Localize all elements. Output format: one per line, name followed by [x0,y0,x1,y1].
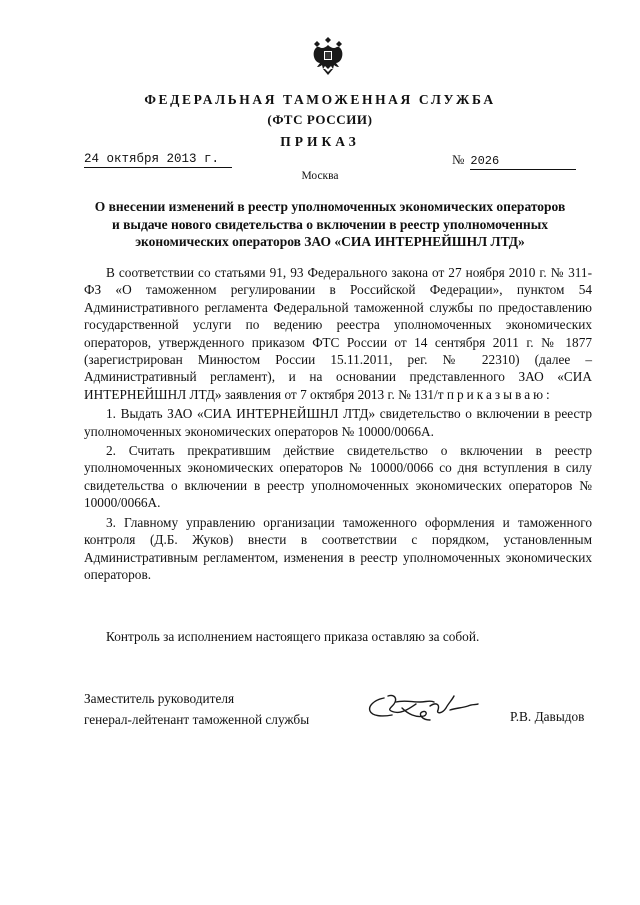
order-title [70,198,590,251]
title-line: О внесении изменений в реестр уполномоченных экономических операторов [94,199,566,214]
city: Москва [301,170,339,182]
agency-abbreviation: (ФТС РОССИИ) [267,112,373,127]
order-number-label: № [452,152,465,167]
title-line: экономических операторов ЗАО «СИА ИНТЕРНЕЙШНЛ ЛТД» [135,234,525,249]
preamble-text: В соответствии со статьями 91, 93 Федерального закона от 27 ноября 2010 г. № 311-ФЗ «О таможенном регулировании в Российской Федерации», пунктом 54 Административного регламента Федеральной таможенной службы по предоставлению государственной услуги по ведению реестра уполномоченных экономических операторов, утвержденного приказом ФТС России от 14 сентября 2011 г. № 1877 (зарегистрирован Минюстом России 15.11.2011, рег. № 22310) (далее – Административный регламент), и на основании представленного ЗАО «СИА ИНТЕРНЕЙШНЛ ЛТД» заявления от 7 октября 2013 г. № 131/т [84,265,592,402]
order-number-field [452,152,585,170]
preamble-paragraph [84,264,592,403]
title-line: и выдаче нового свидетельства о включении в реестр уполномоченных [111,216,548,232]
order-item-1: 1. Выдать ЗАО «СИА ИНТЕРНЕЙШНЛ ЛТД» свидетельство о включении в реестр уполномоченных экономических операторов № 10000/0066А. [84,406,592,439]
order-body [84,264,592,583]
position-line: генерал-лейтенант таможенной службы [84,712,310,727]
document-type: ПРИКАЗ [280,134,360,149]
control-statement: Контроль за исполнением настоящего приказа оставляю за собой. [106,629,480,644]
order-number: 2026 [470,154,576,170]
russian-double-headed-eagle-emblem-icon [308,35,348,79]
signatory-position [84,688,309,730]
agency-name: ФЕДЕРАЛЬНАЯ ТАМОЖЕННАЯ СЛУЖБА [144,92,496,107]
signatory-name: Р.В. Давыдов [510,709,585,724]
order-word: приказываю: [446,386,553,402]
order-date: 24 октября 2013 г. [84,152,232,168]
order-item-2: 2. Считать прекратившим действие свидетельство о включении в реестр уполномоченных экономических операторов № 10000/0066 со дня вступления в силу свидетельства о включении в реестр уполномоченных экономических операторов № 10000/0066А. [84,443,592,511]
handwritten-signature-icon [364,690,482,726]
order-item-3: 3. Главному управлению организации таможенного оформления и таможенного контроля (Д.Б. Жуков) внести в соответствии с порядком, установленным Административным регламентом, изменения в реестр уполномоченных экономических операторов. [84,514,592,582]
position-line: Заместитель руководителя [84,691,235,706]
